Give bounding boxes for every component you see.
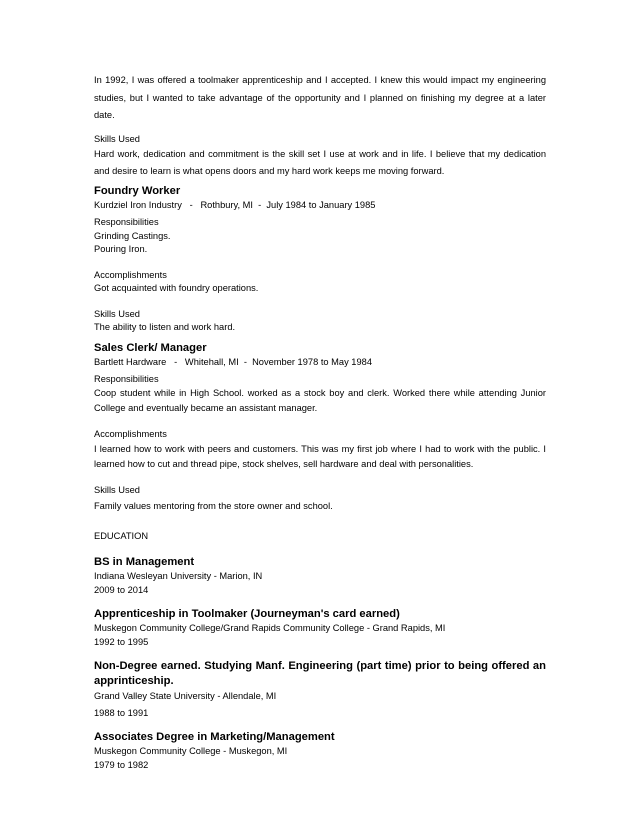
degree-title: Non-Degree earned. Studying Manf. Engineering (part time) prior to being offered an apprinticeship. (94, 660, 546, 687)
intro-paragraph: In 1992, I was offered a toolmaker apprenticeship and I accepted. I knew this would impact my engineering studies, but I wanted to take advantage of the opportunity and I planned on finishing my degree at a later date. (94, 75, 546, 120)
education-entry (94, 659, 546, 720)
skills-used-label: Skills Used (94, 308, 140, 319)
responsibility-item: Grinding Castings. (94, 230, 171, 241)
job-title: Sales Clerk/ Manager (94, 341, 207, 354)
skills-used-text: Hard work, dedication and commitment is the skill set I use at work and in life. I believe that my dedication and desire to learn is what opens doors and my hard work keeps me moving forward. (94, 149, 546, 176)
responsibilities-label: Responsibilities (94, 217, 159, 227)
education-entry (94, 607, 546, 649)
school-years: 1992 to 1995 (94, 637, 149, 647)
education-entry (94, 730, 546, 772)
degree-title: Associates Degree in Marketing/Management (94, 731, 335, 743)
job-meta: Bartlett Hardware - Whitehall, MI - November 1978 to May 1984 (94, 356, 372, 367)
resume-page (94, 72, 546, 772)
job-entry (94, 184, 546, 335)
skills-used-label: Skills Used (94, 133, 140, 144)
school-years: 1979 to 1982 (94, 760, 149, 770)
school-name: Muskegon Community College/Grand Rapids Community College - Grand Rapids, MI (94, 623, 446, 633)
responsibility-item: Pouring Iron. (94, 244, 148, 254)
accomplishments-label: Accomplishments (94, 269, 167, 280)
school-name: Grand Valley State University - Allendale, MI (94, 691, 277, 701)
accomplishments-text: I learned how to work with peers and customers. This was my first job where I had to work with the public. I learned how to cut and thread pipe, stock shelves, sell hardware and deal with personalities. (94, 443, 546, 469)
job-meta: Kurdziel Iron Industry - Rothbury, MI - July 1984 to January 1985 (94, 200, 376, 210)
school-years: 2009 to 2014 (94, 585, 149, 595)
responsibilities-text: Coop student while in High School. worked as a stock boy and clerk. Worked there while attending Junior College and eventually became an assistant manager. (94, 388, 546, 413)
accomplishments-text: Got acquainted with foundry operations. (94, 283, 259, 293)
skills-used-text: The ability to listen and work hard. (94, 322, 236, 332)
job-title: Foundry Worker (94, 185, 181, 197)
skills-used-label: Skills Used (94, 484, 140, 495)
education-entry (94, 555, 546, 597)
education-heading: EDUCATION (94, 530, 149, 541)
school-name: Muskegon Community College - Muskegon, MI (94, 746, 288, 756)
responsibilities-label: Responsibilities (94, 373, 159, 384)
school-years: 1988 to 1991 (94, 708, 149, 718)
job-entry (94, 341, 546, 514)
degree-title: BS in Management (94, 556, 195, 568)
school-name: Indiana Wesleyan University - Marion, IN (94, 571, 263, 581)
accomplishments-label: Accomplishments (94, 429, 167, 439)
skills-used-text: Family values mentoring from the store owner and school. (94, 501, 333, 511)
degree-title: Apprenticeship in Toolmaker (Journeyman's card earned) (94, 608, 400, 620)
